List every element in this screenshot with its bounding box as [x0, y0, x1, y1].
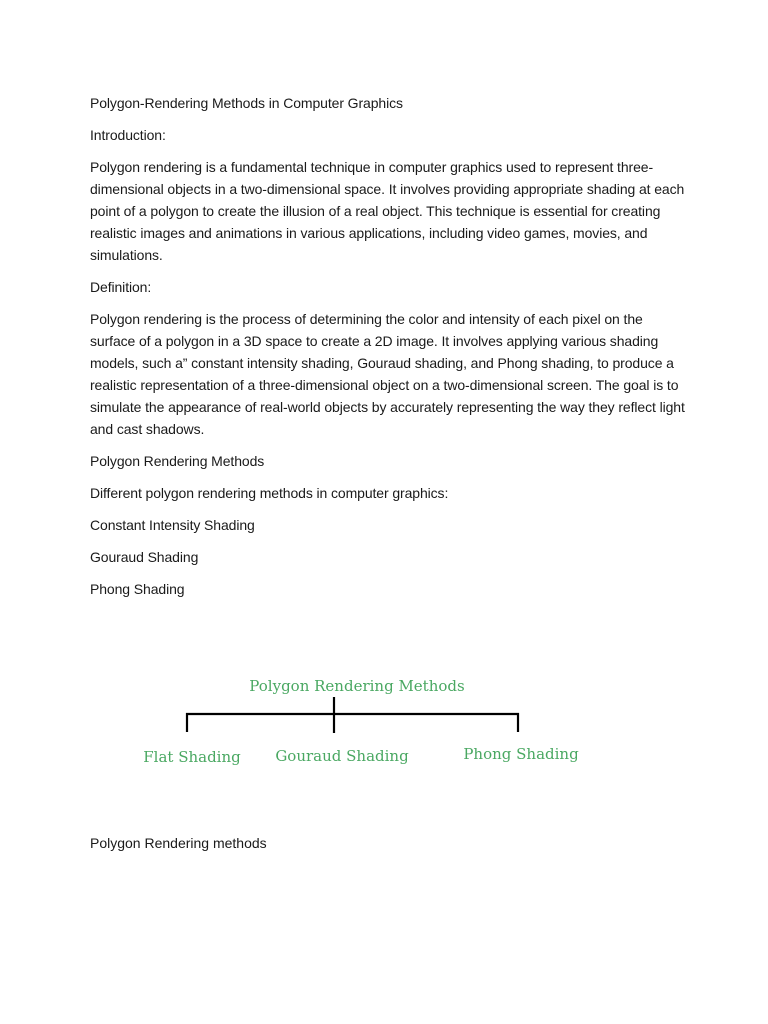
document-body	[90, 92, 690, 610]
definition-paragraph: Polygon rendering is the process of determining the color and intensity of each pixel on the surface of a polygon in a 3D space to create a 2D image. It involves applying various shading models, such a” constant intensity shading, Gouraud shading, and Phong shading, to produce a realistic representation of a three-dimensional object on a two-dimensional screen. The goal is to simulate the appearance of real-world objects by accurately representing the way they reflect light and cast shadows.	[90, 311, 685, 437]
method-item: Phong Shading	[90, 581, 185, 597]
diagram-root-label: Polygon Rendering Methods	[249, 677, 465, 695]
document-title: Polygon-Rendering Methods in Computer Graphics	[90, 95, 403, 111]
methods-heading: Polygon Rendering Methods	[90, 453, 265, 469]
methods-intro: Different polygon rendering methods in computer graphics:	[90, 485, 449, 501]
method-item: Constant Intensity Shading	[90, 517, 255, 533]
definition-heading: Definition:	[90, 279, 152, 295]
diagram-child-phong-shading: Phong Shading	[463, 745, 579, 763]
diagram-child-flat-shading: Flat Shading	[143, 748, 241, 766]
intro-heading: Introduction:	[90, 127, 166, 143]
intro-paragraph: Polygon rendering is a fundamental technique in computer graphics used to represent three-dimensional objects in a two-dimensional space. It involves providing appropriate shading at each point of a polygon to create the illusion of a real object. This technique is essential for creating realistic images and animations in various applications, including video games, movies, and simulations.	[90, 159, 685, 263]
method-item: Gouraud Shading	[90, 549, 199, 565]
diagram-child-gouraud-shading: Gouraud Shading	[275, 747, 409, 765]
figure-caption: Polygon Rendering methods	[90, 835, 267, 851]
